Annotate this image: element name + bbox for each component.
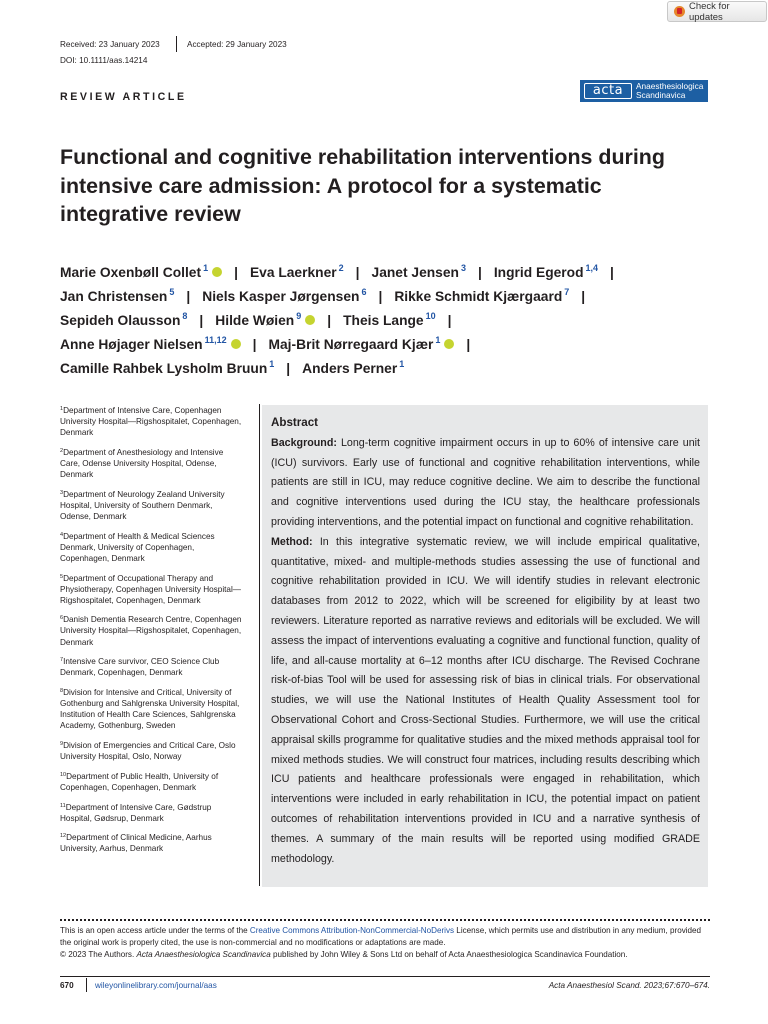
author[interactable] <box>394 289 569 304</box>
author-affiliation-ref[interactable]: 2 <box>338 263 344 273</box>
author-line <box>60 328 720 352</box>
affiliation <box>60 770 245 793</box>
author-separator: | <box>466 337 471 352</box>
license-link[interactable]: Creative Commons Attribution-NonCommercial-NoDerivs <box>249 926 455 935</box>
author-affiliation-ref[interactable]: 1 <box>435 335 441 345</box>
author-separator: | <box>378 289 383 304</box>
author-separator: | <box>286 361 291 376</box>
affiliation <box>60 613 245 647</box>
author-affiliation-ref[interactable]: 1 <box>269 359 275 369</box>
check-for-updates-label: Check for updates <box>688 0 730 23</box>
author-affiliation-ref[interactable]: 9 <box>296 311 302 321</box>
author-list <box>60 256 720 376</box>
author-name: Ingrid Egerod <box>493 265 584 280</box>
affiliation <box>60 686 245 731</box>
affiliation-number: 6 <box>60 615 64 622</box>
abstract-box <box>262 405 708 887</box>
abstract-background <box>271 434 700 533</box>
author-separator: | <box>234 265 238 280</box>
author-name: Maj-Brit Nørregaard Kjær <box>268 337 434 352</box>
author[interactable] <box>60 361 274 376</box>
citation: Acta Anaesthesiol Scand. 2023;67:670–674. <box>548 981 710 990</box>
affiliation <box>60 446 245 480</box>
author-separator: | <box>186 289 191 304</box>
background-label: Background: <box>271 436 337 449</box>
author-affiliation-ref[interactable]: 11,12 <box>204 335 227 345</box>
author-name: Sepideh Olausson <box>60 313 181 328</box>
affiliation-number: 3 <box>60 489 64 496</box>
orcid-icon[interactable] <box>212 267 222 277</box>
affiliation-number: 4 <box>60 531 64 538</box>
author-name: Anders Perner <box>302 361 398 376</box>
author-affiliation-ref[interactable]: 1 <box>203 263 209 273</box>
affiliation-text: Department of Intensive Care, Copenhagen University Hospital—Rigshospitalet, Copenhagen, Denmark <box>60 406 242 438</box>
affiliation <box>60 801 245 824</box>
author-name: Hilde Wøien <box>215 313 295 328</box>
affiliation-text: Department of Anesthesiology and Intensive Care, Odense University Hospital, Odense, Denmark <box>60 447 224 480</box>
method-text: In this integrative systematic review, we will include empirical qualitative, quantitative, mixed- and multiple-methods studies assessing the use of functional and cognitive rehabilitation provided in ICU. We will identify studies in relevant electronic databases from 2012 to 2022, which will be screened for eligibility by at least two reviewers. Literature reported as narrative reviews and editorials will be excluded. We will assess the impact of interventions evaluating a cognitive and functional function, quality of life, and all-cause mortality at 6–12 months after ICU discharge. The Revised Cochrane risk-of-bias Tool will be used for assessing risk of bias in clinical trials. For observational studies, we will use the National Institutes of Health Quality Assessment tool for Observational Cohort and Cross-Sectional Studies. Furthermore, we will use the critical appraisal skills programme for qualitative studies and the mixed methods appraisal tool for mixed methods studies. We will construct four matrices, including results describing which ICU patients and healthcare professionals were engaged in rehabilitation, which interventions were included in early rehabilitation in ICU, the potential impact on patient outcomes of rehabilitation interventions provided in ICU and a narrative synthesis of themes. A summary of the main results will be reported using modified GRADE methodology. <box>271 535 700 865</box>
abstract-method <box>271 533 700 870</box>
author-name: Marie Oxenbøll Collet <box>60 265 202 280</box>
author-separator: | <box>581 289 586 304</box>
crossmark-icon <box>674 6 685 17</box>
orcid-icon[interactable] <box>231 339 241 349</box>
author-separator: | <box>477 265 482 280</box>
author-affiliation-ref[interactable]: 7 <box>564 287 570 297</box>
author[interactable] <box>250 265 344 280</box>
background-text: Long-term cognitive impairment occurs in up to 60% of intensive care unit (ICU) survivors. Early use of functional and cognitive rehabilitation interventions, while patients are still in ICU, may reduce cognitive decline. We aim to describe the functional and cognitive interventions used during the ICU stay, the healthcare professionals providing interventions, and the potential impact on functional and cognitive rehabilitation. <box>271 436 700 528</box>
author-line <box>60 256 720 280</box>
author[interactable] <box>269 337 455 352</box>
affiliation <box>60 655 245 678</box>
author-affiliation-ref[interactable]: 5 <box>169 287 175 297</box>
affiliations <box>60 404 245 862</box>
author-affiliation-ref[interactable]: 1,4 <box>585 263 599 273</box>
copyright-pre: © 2023 The Authors. <box>60 950 137 960</box>
logo-line1: Anaesthesiologica <box>636 80 704 91</box>
orcid-icon[interactable] <box>305 315 315 325</box>
affiliation-number: 12 <box>60 833 67 840</box>
affiliation-number: 2 <box>60 447 64 454</box>
logo-acta: acta <box>584 83 632 99</box>
copyright-post: published by John Wiley & Sons Ltd on behalf of Acta Anaesthesiologica Scandinavica Foundation. <box>270 950 628 960</box>
logo-text <box>636 82 703 101</box>
author-name: Camille Rahbek Lysholm Bruun <box>60 361 268 376</box>
affiliation-text: Department of Intensive Care, Gødstrup Hospital, Gødsrup, Denmark <box>60 802 212 823</box>
affiliation-text: Department of Clinical Medicine, Aarhus University, Aarhus, Denmark <box>60 833 212 854</box>
affiliation <box>60 831 245 854</box>
author-affiliation-ref[interactable]: 1 <box>399 359 405 369</box>
author[interactable] <box>215 313 315 328</box>
author[interactable] <box>372 265 466 280</box>
author[interactable] <box>60 337 241 352</box>
affiliation-text: Department of Health & Medical Sciences Denmark, University of Copenhagen, Copenhagen, Denmark <box>60 531 215 563</box>
author[interactable] <box>202 289 366 304</box>
copyright-journal: Acta Anaesthesiologica Scandinavica <box>136 950 271 960</box>
author-affiliation-ref[interactable]: 8 <box>182 311 188 321</box>
page-number: 670 <box>60 981 74 990</box>
author[interactable] <box>343 313 436 328</box>
affiliation-text: Department of Occupational Therapy and Physiotherapy, Copenhagen University Hospital—Rigshospitalet, Copenhagen, Denmark <box>60 573 241 605</box>
affiliation <box>60 530 245 564</box>
footer-divider <box>60 919 710 923</box>
article-title: Functional and cognitive rehabilitation interventions during intensive care admission: A protocol for a systematic integrative review <box>60 145 665 226</box>
journal-url-link[interactable]: wileyonlinelibrary.com/journal/aas <box>95 981 217 990</box>
accepted-date: Accepted: 29 January 2023 <box>187 40 287 49</box>
affiliation-divider <box>259 404 260 886</box>
author-line <box>60 352 720 376</box>
affiliation-text: Division of Emergencies and Critical Care, Oslo University Hospital, Oslo, Norway <box>60 741 236 762</box>
author-affiliation-ref[interactable]: 3 <box>460 263 466 273</box>
orcid-icon[interactable] <box>444 339 454 349</box>
author-name: Niels Kasper Jørgensen <box>202 289 360 304</box>
author-affiliation-ref[interactable]: 10 <box>425 311 436 321</box>
affiliation-number: 7 <box>60 657 64 664</box>
author-separator: | <box>355 265 360 280</box>
author[interactable] <box>494 265 598 280</box>
affiliation <box>60 404 245 438</box>
method-label: Method: <box>271 535 313 548</box>
affiliation <box>60 572 245 606</box>
license-note <box>60 925 710 961</box>
license-post: License, which permits use and distribution in any medium, provided the original work is properly cited, the use is non-commercial and no modifications or adaptations are made. <box>60 926 702 948</box>
author-separator: | <box>610 265 614 280</box>
author-separator: | <box>199 313 204 328</box>
abstract-heading: Abstract <box>271 416 319 429</box>
doi: DOI: 10.1111/aas.14214 <box>60 56 148 65</box>
author-name: Janet Jensen <box>371 265 459 280</box>
author-line <box>60 304 720 328</box>
received-date: Received: 23 January 2023 <box>60 40 160 49</box>
affiliation-text: Danish Dementia Research Centre, Copenhagen University Hospital—Rigshospitalet, Copenhagen, Denmark <box>60 615 242 647</box>
affiliation-number: 11 <box>60 802 66 809</box>
affiliation-number: 5 <box>60 573 64 580</box>
author-name: Theis Lange <box>343 313 424 328</box>
author-separator: | <box>447 313 452 328</box>
affiliation-text: Department of Neurology Zealand University Hospital, University of Southern Denmark, Odense, Denmark <box>60 489 225 521</box>
affiliation-number: 1 <box>60 406 64 412</box>
author-separator: | <box>327 313 332 328</box>
author[interactable] <box>302 361 404 376</box>
check-for-updates-button[interactable] <box>667 1 767 22</box>
license-pre: This is an open access article under the terms of the <box>60 926 250 935</box>
author-name: Rikke Schmidt Kjærgaard <box>394 289 563 304</box>
affiliation <box>60 739 245 762</box>
affiliation-number: 10 <box>60 771 67 778</box>
affiliation <box>60 488 245 522</box>
affiliation-number: 8 <box>60 688 64 695</box>
footer-rule <box>60 976 710 977</box>
author[interactable] <box>60 265 222 280</box>
author[interactable] <box>60 289 174 304</box>
affiliation-text: Intensive Care survivor, CEO Science Club Denmark, Copenhagen, Denmark <box>60 657 220 678</box>
logo-line2: Scandinavica <box>636 90 686 100</box>
header-divider <box>176 36 177 52</box>
affiliation-text: Division for Intensive and Critical, University of Gothenburg and Sahlgrenska University Hospital, Institution of Health Care Sciences, Sahlgrenska Academy, Gothenburg, Sweden <box>60 688 240 731</box>
author-name: Jan Christensen <box>60 289 168 304</box>
author-name: Eva Laerkner <box>249 265 337 280</box>
article-type: REVIEW ARTICLE <box>60 91 187 103</box>
page-divider <box>86 978 87 992</box>
author[interactable] <box>60 313 187 328</box>
affiliation-text: Department of Public Health, University of Copenhagen, Copenhagen, Denmark <box>60 771 219 792</box>
author-affiliation-ref[interactable]: 6 <box>361 287 367 297</box>
author-name: Anne Højager Nielsen <box>60 337 203 352</box>
author-separator: | <box>252 337 257 352</box>
author-line <box>60 280 720 304</box>
journal-logo <box>580 80 708 102</box>
affiliation-number: 9 <box>60 741 64 747</box>
